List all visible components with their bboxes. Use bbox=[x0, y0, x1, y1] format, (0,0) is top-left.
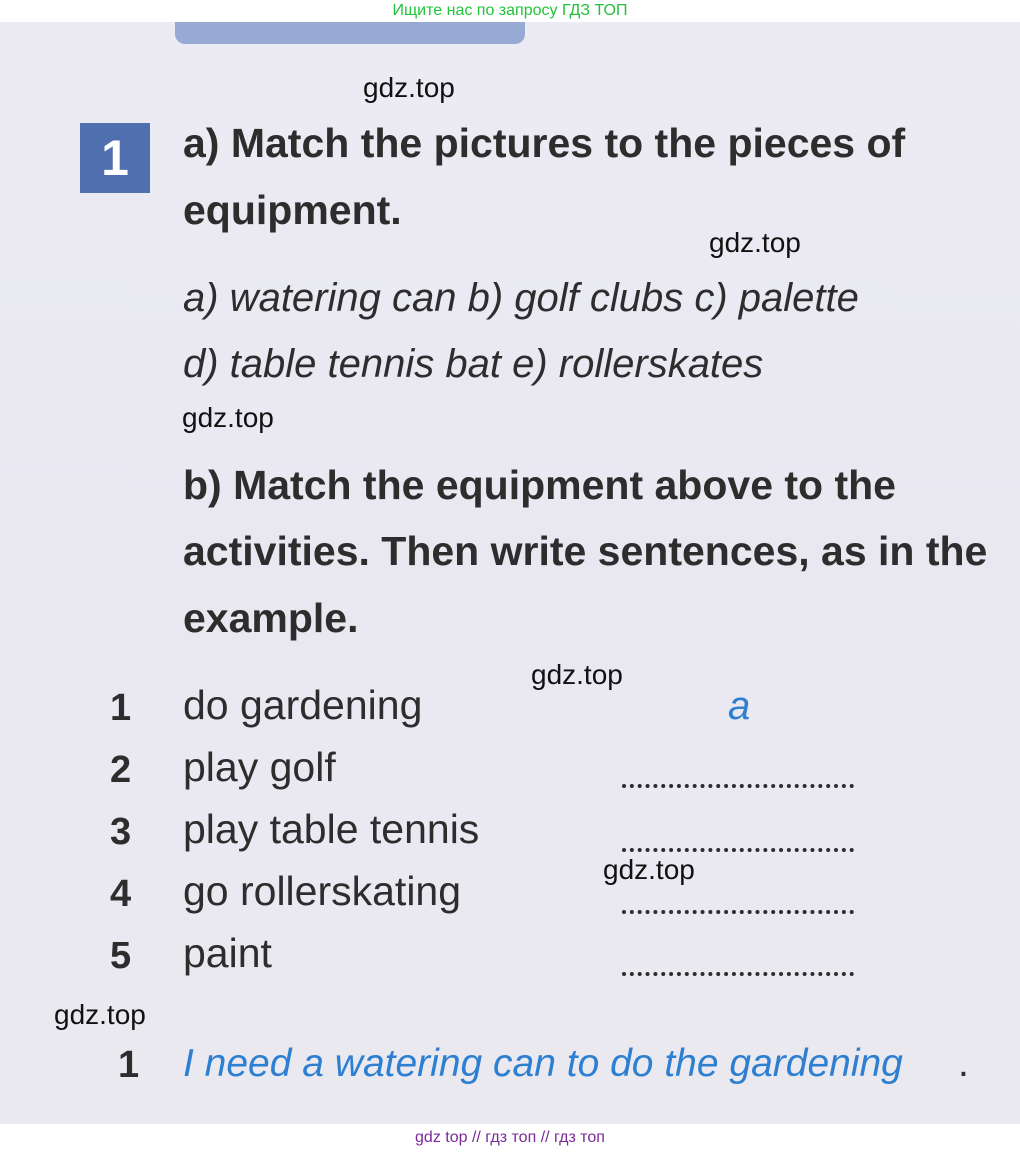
bottom-banner[interactable]: gdz top // гдз топ // гдз топ bbox=[0, 1124, 1020, 1152]
part-a-instruction: a) Match the pictures to the pieces of bbox=[183, 120, 906, 166]
exercise-number-badge: 1 bbox=[80, 123, 150, 193]
watermark: gdz.top bbox=[363, 72, 455, 103]
activity-text: do gardening bbox=[183, 682, 423, 728]
watermark: gdz.top bbox=[54, 999, 146, 1030]
activity-text: go rollerskating bbox=[183, 868, 462, 914]
activity-answer: a bbox=[728, 684, 751, 728]
part-a-instruction-cont: equipment. bbox=[183, 187, 402, 233]
part-b-instruction-cont: activities. Then write sentences, as in the bbox=[183, 528, 988, 574]
watermark: gdz.top bbox=[182, 402, 274, 433]
equipment-list-line1: a) watering can b) golf clubs c) palette bbox=[183, 276, 859, 320]
watermark: gdz.top bbox=[603, 854, 695, 885]
part-b-instruction-end: example. bbox=[183, 595, 359, 641]
watermark: gdz.top bbox=[709, 227, 801, 258]
activity-number: 3 bbox=[110, 811, 132, 853]
example-period: . bbox=[958, 1042, 969, 1085]
activity-number: 5 bbox=[110, 935, 132, 977]
example-number: 1 bbox=[118, 1044, 140, 1086]
activity-text: paint bbox=[183, 930, 272, 976]
answer-blank[interactable] bbox=[622, 968, 854, 976]
answer-blank[interactable] bbox=[622, 906, 854, 914]
activity-number: 1 bbox=[110, 687, 132, 729]
answer-blank[interactable] bbox=[622, 844, 854, 852]
textbook-page bbox=[0, 22, 1020, 1124]
answer-blank[interactable] bbox=[622, 780, 854, 788]
top-banner[interactable]: Ищите нас по запросу ГДЗ ТОП bbox=[0, 0, 1020, 22]
part-b-instruction: b) Match the equipment above to the bbox=[183, 462, 896, 508]
equipment-list-line2: d) table tennis bat e) rollerskates bbox=[183, 342, 764, 386]
activity-number: 2 bbox=[110, 749, 132, 791]
activity-text: play table tennis bbox=[183, 806, 480, 852]
watermark: gdz.top bbox=[531, 659, 623, 690]
example-sentence: I need a watering can to do the gardening bbox=[183, 1042, 903, 1085]
section-heading-banner bbox=[175, 22, 525, 44]
activity-text: play golf bbox=[183, 744, 336, 790]
activity-number: 4 bbox=[110, 873, 132, 915]
